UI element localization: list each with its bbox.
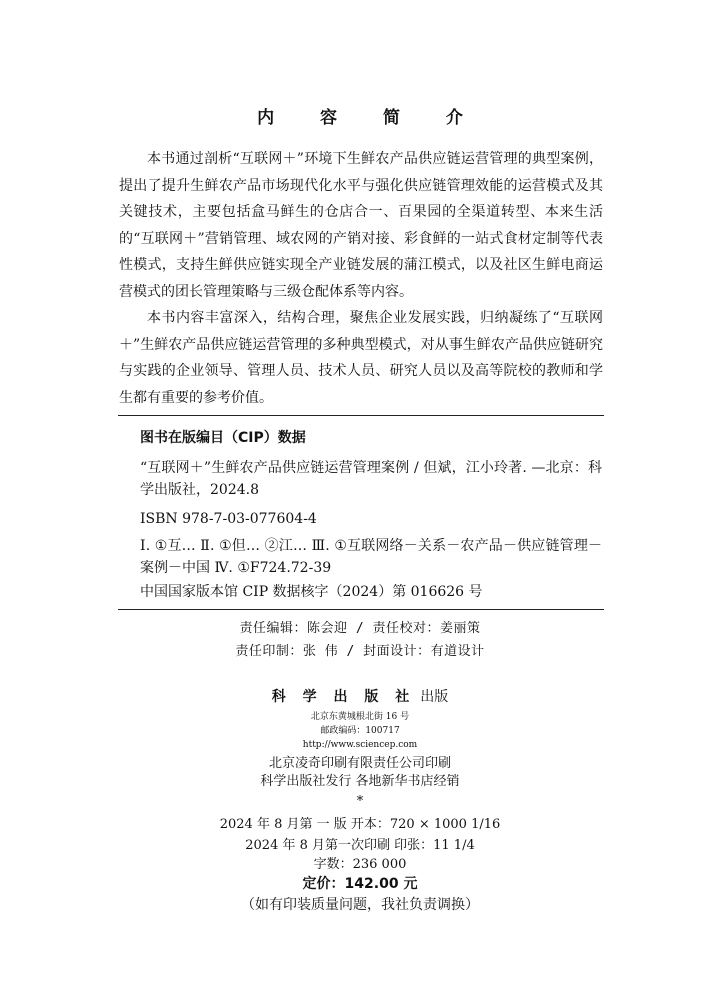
cip-bottom-rule [118, 609, 604, 610]
price: 定价：142.00 元 [302, 876, 418, 892]
publisher-suffix: 出版 [420, 689, 449, 705]
cip-heading: 图书在版编目（CIP）数据 [140, 430, 306, 446]
edition-info: 2024 年 8 月第 一 版 开本：720 × 1000 1/16 [219, 817, 501, 832]
cip-record-number: 中国国家版本馆 CIP 数据核字（2024）第 016626 号 [140, 584, 483, 600]
cip-top-rule [118, 415, 604, 416]
separator-star: * [356, 794, 364, 809]
publisher-line [0, 686, 720, 706]
publisher-logo: 科 学 出 版 社 [271, 689, 416, 705]
printing-info: 2024 年 8 月第一次印刷 印张：11 1/4 [245, 838, 475, 853]
credits-production: 责任印制：张 伟 / 封面设计：有道设计 [235, 644, 485, 659]
abstract-paragraph-2: 本书内容丰富深入，结构合理，聚焦企业发展实践，归纳凝练了“互联网＋”生鲜农产品供应链运营管理的多种典型模式，对从事生鲜农产品供应链研究与实践的企业领导、管理人员、技术人员、研究人员以及高等院校的教师和学生都有重要的参考价值。 [119, 310, 603, 406]
cip-classification: Ⅰ. ①互… Ⅱ. ①但… ②江… Ⅲ. ①互联网络－关系－农产品－供应链管理－案例－中国 Ⅳ. ①F724.72-39 [140, 538, 602, 576]
cip-entry: “互联网＋”生鲜农产品供应链运营管理案例 / 但斌，江小玲著. —北京：科学出版社，2024.8 [140, 460, 602, 498]
abstract-paragraph-1: 本书通过剖析“互联网＋”环境下生鲜农产品供应链运营管理的典型案例，提出了提升生鲜农产品市场现代化水平与强化供应链管理效能的运营模式及其关键技术，主要包括盒马鲜生的仓店合一、百果园的全渠道转型、本来生活的“互联网＋”营销管理、域农网的产销对接、彩食鲜的一站式食材定制等代表性模式，支持生鲜供应链实现全产业链发展的蒲江模式，以及社区生鲜电商运营模式的团长管理策略与三级仓配体系等内容。 [119, 151, 603, 300]
summary-title: 内 容 简 介 [257, 108, 483, 128]
distribution: 科学出版社发行 各地新华书店经销 [260, 774, 460, 789]
abstract [119, 146, 603, 411]
publisher-website: http://www.sciencep.com [302, 740, 418, 750]
publisher-postcode: 邮政编码：100717 [320, 726, 400, 736]
cip-isbn: ISBN 978-7-03-077604-4 [140, 511, 317, 527]
credits-editors: 责任编辑：陈会迎 / 责任校对：姜丽策 [239, 621, 481, 636]
word-count: 字数：236 000 [313, 857, 407, 872]
printer: 北京凌奇印刷有限责任公司印刷 [268, 756, 451, 771]
publisher-address: 北京东黄城根北街 16 号 [310, 712, 410, 722]
quality-notice: （如有印装质量问题，我社负责调换） [241, 897, 479, 913]
